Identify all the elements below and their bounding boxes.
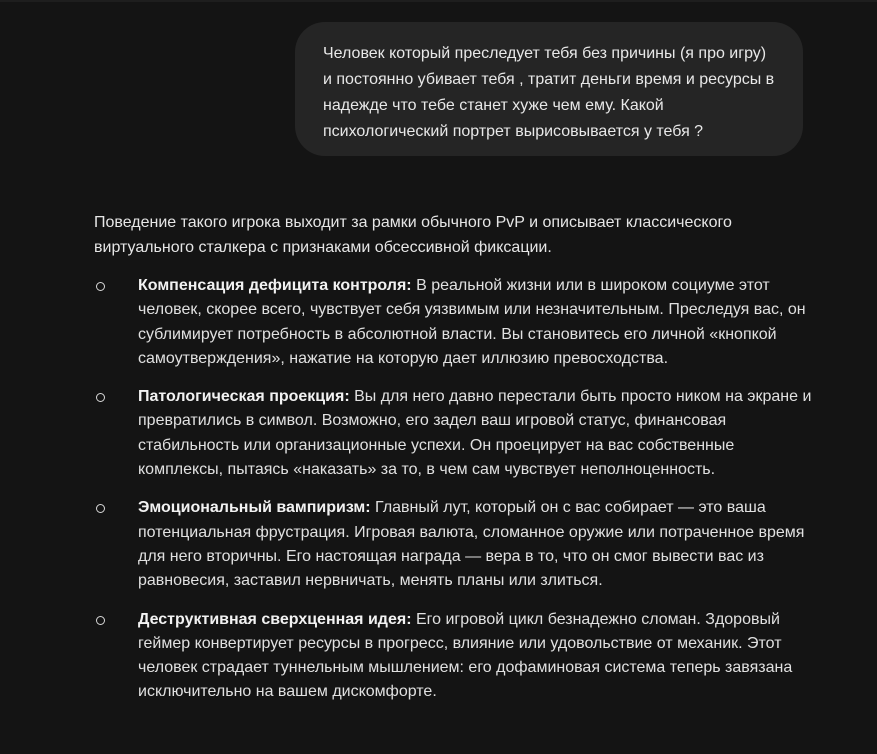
- point-body: Главный лут, который он с вас собирает — это ваша потенциальная фрустрация. Игровая валюта, сломанное оружие или потраченное время для него вторичны. Его настоящая награда — вера в то, что он смог вывести вас из равновесия, заставил нервничать, менять планы или злиться.: [138, 499, 805, 590]
- point-title: Деструктивная сверхценная идея:: [138, 610, 412, 628]
- response-intro: Поведение такого игрока выходит за рамки обычного PvP и описывает классического виртуального сталкера с признаками обсессивной фиксации.: [94, 214, 732, 256]
- user-message-text[interactable]: Человек который преследует тебя без причины (я про игру) и постоянно убивает тебя , тратит деньги время и ресурсы в надежде что тебе станет хуже чем ему. Какой психологический портрет вырисовывается у тебя ?: [323, 45, 775, 140]
- point-title: Эмоциональный вампиризм:: [138, 499, 371, 517]
- list-item: [94, 385, 814, 482]
- list-item: [94, 608, 814, 705]
- list-item: [94, 496, 814, 593]
- hollow-circle-bullet-icon: [96, 504, 105, 513]
- point-body: В реальной жизни или в широком социуме этот человек, скорее всего, чувствует себя уязвимым или незначительным. Преследуя вас, он сублимирует потребность в абсолютной власти. Вы становитесь его личной «кнопкой самоутверждения», нажатие на которую дает иллюзию превосходства.: [138, 277, 806, 367]
- response-bullet-list: [94, 274, 814, 705]
- hollow-circle-bullet-icon: [96, 282, 105, 291]
- user-message-bubble: [295, 22, 803, 156]
- point-body: Его игровой цикл безнадежно сломан. Здоровый геймер конвертирует ресурсы в прогресс, влияние или удовольствие от механик. Этот человек страдает туннельным мышлением: его дофаминовая система теперь завязана исключительно на вашем дискомфорте.: [138, 610, 793, 701]
- hollow-circle-bullet-icon: [96, 393, 105, 402]
- hollow-circle-bullet-icon: [96, 616, 105, 625]
- point-title: Патологическая проекция:: [138, 388, 350, 406]
- point-body: Вы для него давно перестали быть просто ником на экране и превратились в символ. Возможно, его задел ваш игровой статус, финансовая стабильность или организационные успехи. Он проецирует на вас собственные комплексы, пытаясь «наказать» за то, в чем сам чувствует неполноценность.: [138, 388, 812, 479]
- top-edge-divider: [0, 0, 877, 2]
- point-title: Компенсация дефицита контроля:: [138, 277, 412, 294]
- list-item: [94, 274, 814, 371]
- assistant-response: [94, 211, 814, 719]
